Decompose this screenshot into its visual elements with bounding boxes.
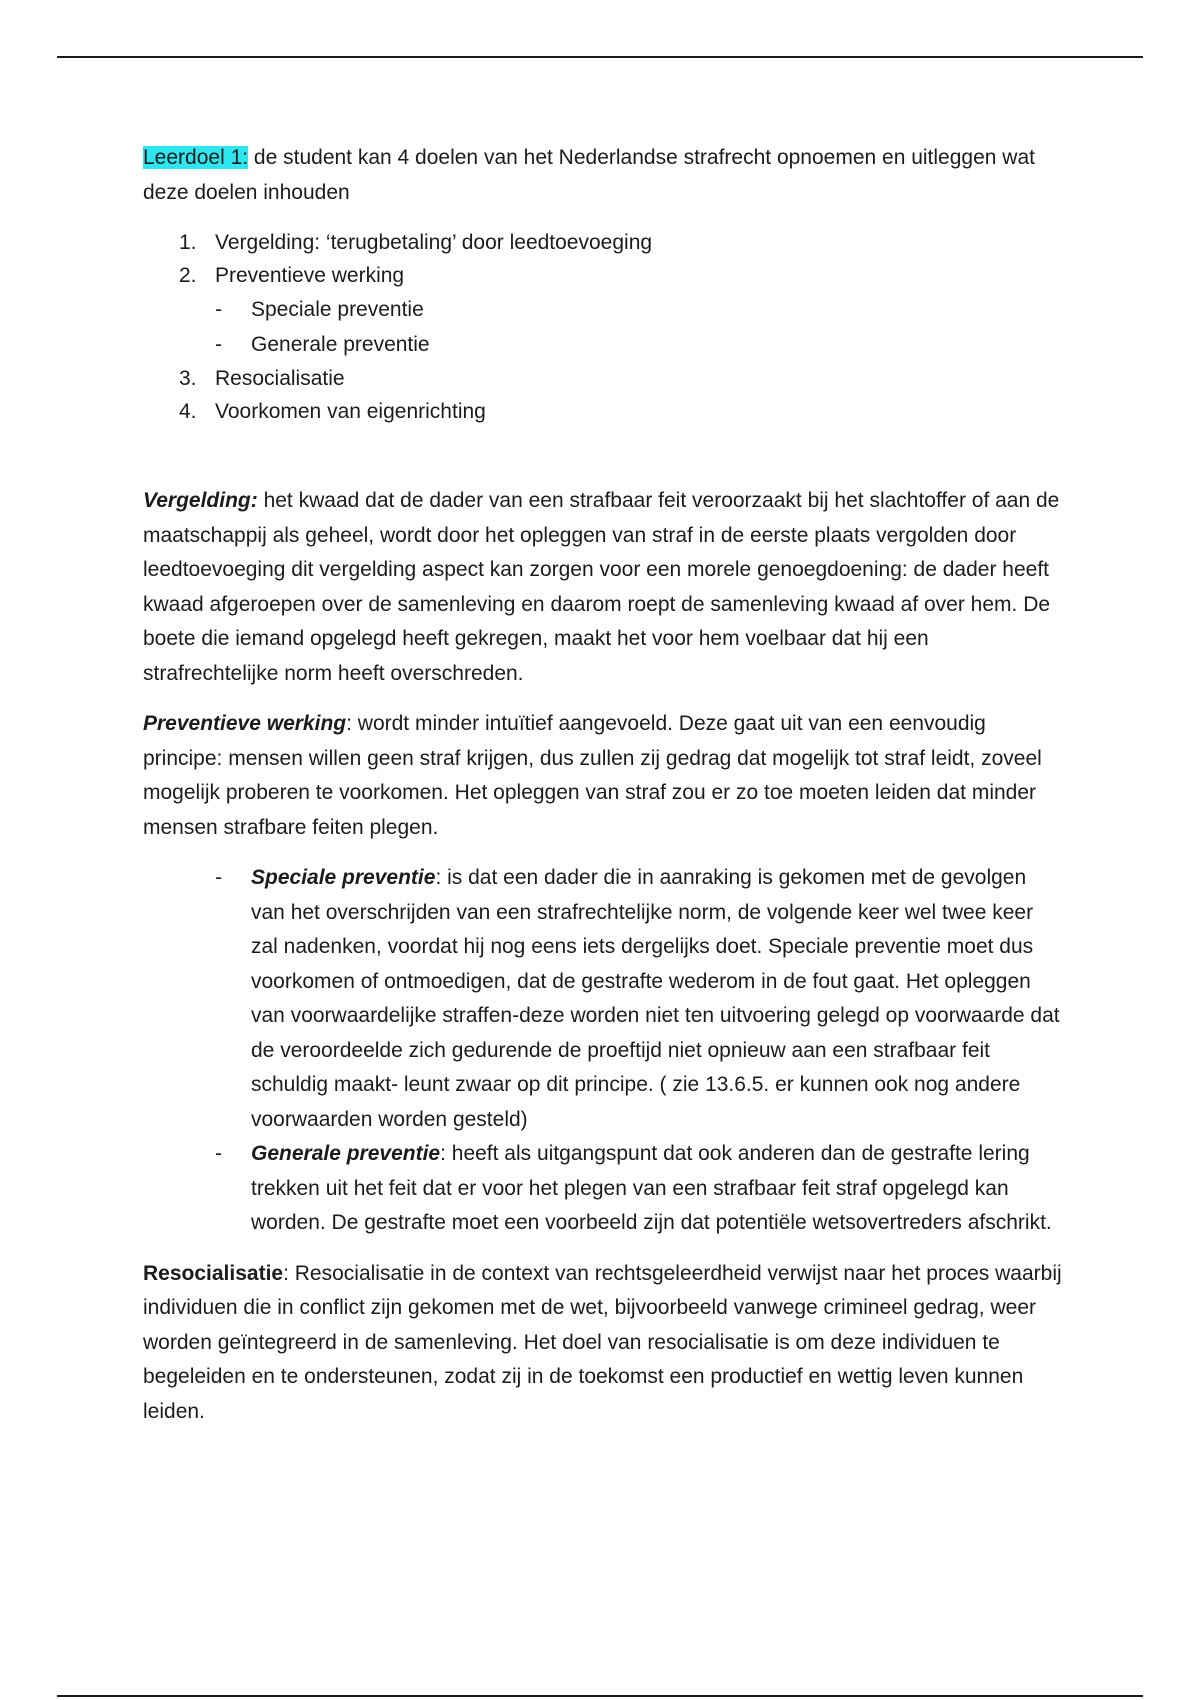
- generale-text: : heeft als uitgangspunt dat ook anderen dan de gestrafte lering trekken uit het feit dat er voor het plegen van een strafbaar feit straf opgelegd kan worden. De gestrafte moet een voorbeeld zijn dat potentiële wetsovertreders afschrikt.: [251, 1142, 1052, 1234]
- dash-bullet: -: [215, 333, 222, 356]
- preventie-term: Preventieve werking: [143, 712, 347, 735]
- sub-goal-item: [215, 327, 1063, 362]
- goal-text: Preventieve werking: [215, 264, 405, 287]
- goal-text: Vergelding: ‘terugbetaling’ door leedtoevoeging: [215, 231, 653, 254]
- goal-item: [143, 362, 1063, 395]
- generale-preventie-item: [143, 1137, 1063, 1241]
- speciale-preventie-item: [143, 861, 1063, 1137]
- goal-text: Voorkomen van eigenrichting: [215, 400, 486, 423]
- sub-goal-item: [215, 292, 1063, 327]
- goal-number: 2.: [179, 264, 197, 287]
- goal-item: [143, 259, 1063, 362]
- preventie-types-list: [143, 861, 1063, 1241]
- learning-goal-highlight: Leerdoel 1:: [143, 146, 249, 169]
- speciale-text: : is dat een dader die in aanraking is gekomen met de gevolgen van het overschrijden van een strafrechtelijke norm, de volgende keer wel twee keer zal nadenken, voordat hij nog eens iets dergelijks doet. Speciale preventie moet dus voorkomen of ontmoedigen, dat de gestrafte wederom in de fout gaat. Het opleggen van voorwaardelijke straffen-deze worden niet ten uitvoering gelegd op voorwaarde dat de veroordeelde zich gedurende de proeftijd niet opnieuw aan een strafbaar feit schuldig maakt- leunt zwaar op dit principe. ( zie 13.6.5. er kunnen ook nog andere voorwaarden worden gesteld): [251, 866, 1060, 1131]
- sub-goal-text: Generale preventie: [251, 333, 430, 356]
- header-rule: [57, 56, 1143, 58]
- goals-list: [143, 226, 1063, 428]
- vergelding-paragraph: [143, 484, 1063, 691]
- learning-goal-intro: [143, 141, 1063, 210]
- document-body: [143, 141, 1063, 1429]
- resocialisatie-term: Resocialisatie: [143, 1261, 284, 1285]
- preventie-paragraph: [143, 707, 1063, 845]
- vergelding-text: het kwaad dat de dader van een strafbaar feit veroorzaakt bij het slachtoffer of aan de maatschappij als geheel, wordt door het opleggen van straf in de eerste plaats vergolden door leedtoevoeging dit vergelding aspect kan zorgen voor een morele genoegdoening: de dader heeft kwaad afgeroepen over de samenleving en daarom roept de samenleving kwaad af over hem. De boete die iemand opgelegd heeft gekregen, maakt het voor hem voelbaar dat hij een strafrechtelijke norm heeft overschreden.: [143, 489, 1060, 685]
- learning-goal-text: de student kan 4 doelen van het Nederlandse strafrecht opnoemen en uitleggen wat deze doelen inhouden: [143, 146, 1035, 204]
- speciale-term: Speciale preventie: [251, 866, 436, 889]
- goal-number: 3.: [179, 367, 197, 390]
- dash-bullet: -: [215, 1142, 222, 1165]
- sub-goal-text: Speciale preventie: [251, 298, 424, 321]
- dash-bullet: -: [215, 866, 222, 889]
- goal-item: [143, 226, 1063, 259]
- goal-item: [143, 395, 1063, 428]
- goal-number: 4.: [179, 400, 197, 423]
- dash-bullet: -: [215, 298, 222, 321]
- footer-rule: [57, 1695, 1143, 1697]
- generale-term: Generale preventie: [251, 1142, 441, 1165]
- resocialisatie-paragraph: [143, 1257, 1063, 1430]
- resocialisatie-text: : Resocialisatie in de context van rechtsgeleerdheid verwijst naar het proces waarbij individuen die in conflict zijn gekomen met de wet, bijvoorbeeld vanwege crimineel gedrag, weer worden geïntegreerd in de samenleving. Het doel van resocialisatie is om deze individuen te begeleiden en te ondersteunen, zodat zij in de toekomst een productief en wettig leven kunnen leiden.: [143, 1261, 1062, 1423]
- goal-number: 1.: [179, 231, 197, 254]
- vergelding-term: Vergelding:: [143, 489, 258, 512]
- preventie-text: : wordt minder intuïtief aangevoeld. Deze gaat uit van een eenvoudig principe: mensen willen geen straf krijgen, dus zullen zij gedrag dat mogelijk tot straf leidt, zoveel mogelijk proberen te voorkomen. Het opleggen van straf zou er zo toe moeten leiden dat minder mensen strafbare feiten plegen.: [143, 712, 1042, 839]
- goal-text: Resocialisatie: [215, 367, 345, 390]
- sub-goals-list: [215, 292, 1063, 362]
